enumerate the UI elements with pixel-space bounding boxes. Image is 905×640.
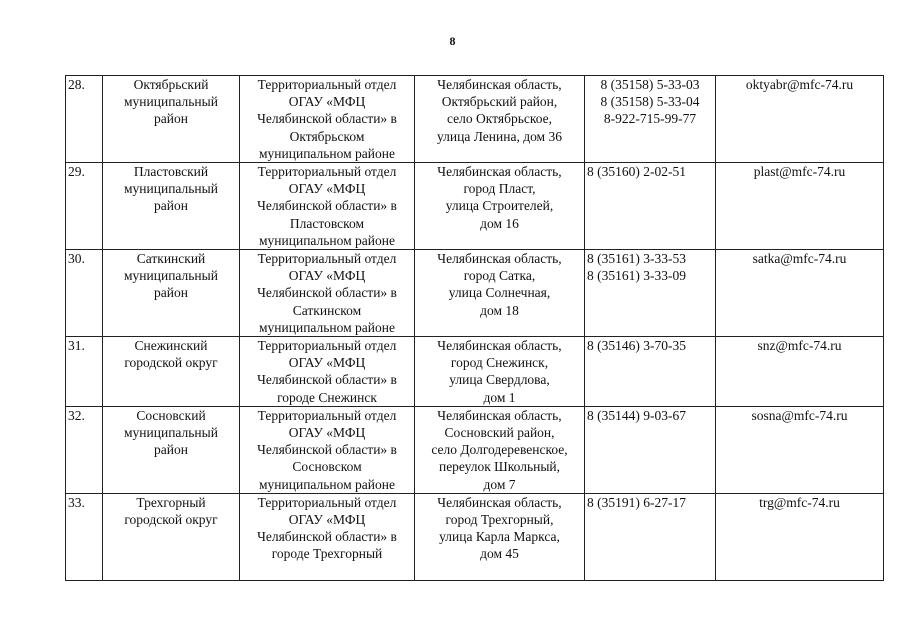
district-cell: Сосновский муниципальный район (103, 406, 240, 493)
address-cell: Челябинская область, город Сатка, улица Солнечная, дом 18 (415, 250, 585, 337)
table-row (66, 493, 884, 580)
row-number: 31. (66, 337, 103, 407)
phones-cell: 8 (35144) 9-03-67 (585, 406, 716, 493)
row-number: 32. (66, 406, 103, 493)
address-cell: Челябинская область, город Трехгорный, улица Карла Маркса, дом 45 (415, 493, 585, 580)
address-cell: Челябинская область, город Пласт, улица Строителей, дом 16 (415, 163, 585, 250)
table-row (66, 76, 884, 163)
row-number: 30. (66, 250, 103, 337)
district-cell: Снежинский городской округ (103, 337, 240, 407)
row-number: 33. (66, 493, 103, 580)
office-cell: Территориальный отдел ОГАУ «МФЦ Челябинской области» в Пластовском муниципальном районе (240, 163, 415, 250)
office-cell: Территориальный отдел ОГАУ «МФЦ Челябинской области» в городе Трехгорный (240, 493, 415, 580)
office-cell: Территориальный отдел ОГАУ «МФЦ Челябинской области» в Сосновском муниципальном районе (240, 406, 415, 493)
email-cell: satka@mfc-74.ru (716, 250, 884, 337)
email-cell: snz@mfc-74.ru (716, 337, 884, 407)
office-cell: Территориальный отдел ОГАУ «МФЦ Челябинской области» в Саткинском муниципальном районе (240, 250, 415, 337)
table-row (66, 406, 884, 493)
table-row (66, 250, 884, 337)
row-number: 28. (66, 76, 103, 163)
phones-cell: 8 (35146) 3-70-35 (585, 337, 716, 407)
district-cell: Пластовский муниципальный район (103, 163, 240, 250)
row-number: 29. (66, 163, 103, 250)
phones-cell: 8 (35161) 3-33-53 8 (35161) 3-33-09 (585, 250, 716, 337)
office-cell: Территориальный отдел ОГАУ «МФЦ Челябинской области» в Октябрьском муниципальном районе (240, 76, 415, 163)
table-row (66, 337, 884, 407)
email-cell: trg@mfc-74.ru (716, 493, 884, 580)
address-cell: Челябинская область, город Снежинск, улица Свердлова, дом 1 (415, 337, 585, 407)
table-row (66, 163, 884, 250)
address-cell: Челябинская область, Сосновский район, село Долгодеревенское, переулок Школьный, дом 7 (415, 406, 585, 493)
mfc-offices-table (65, 75, 884, 581)
district-cell: Саткинский муниципальный район (103, 250, 240, 337)
address-cell: Челябинская область, Октябрьский район, село Октябрьское, улица Ленина, дом 36 (415, 76, 585, 163)
phones-cell: 8 (35160) 2-02-51 (585, 163, 716, 250)
phones-cell: 8 (35191) 6-27-17 (585, 493, 716, 580)
email-cell: plast@mfc-74.ru (716, 163, 884, 250)
email-cell: oktyabr@mfc-74.ru (716, 76, 884, 163)
district-cell: Трехгорный городской округ (103, 493, 240, 580)
page-number: 8 (449, 34, 456, 48)
district-cell: Октябрьский муниципальный район (103, 76, 240, 163)
email-cell: sosna@mfc-74.ru (716, 406, 884, 493)
office-cell: Территориальный отдел ОГАУ «МФЦ Челябинской области» в городе Снежинск (240, 337, 415, 407)
phones-cell: 8 (35158) 5-33-03 8 (35158) 5-33-04 8-922-715-99-77 (585, 76, 716, 163)
